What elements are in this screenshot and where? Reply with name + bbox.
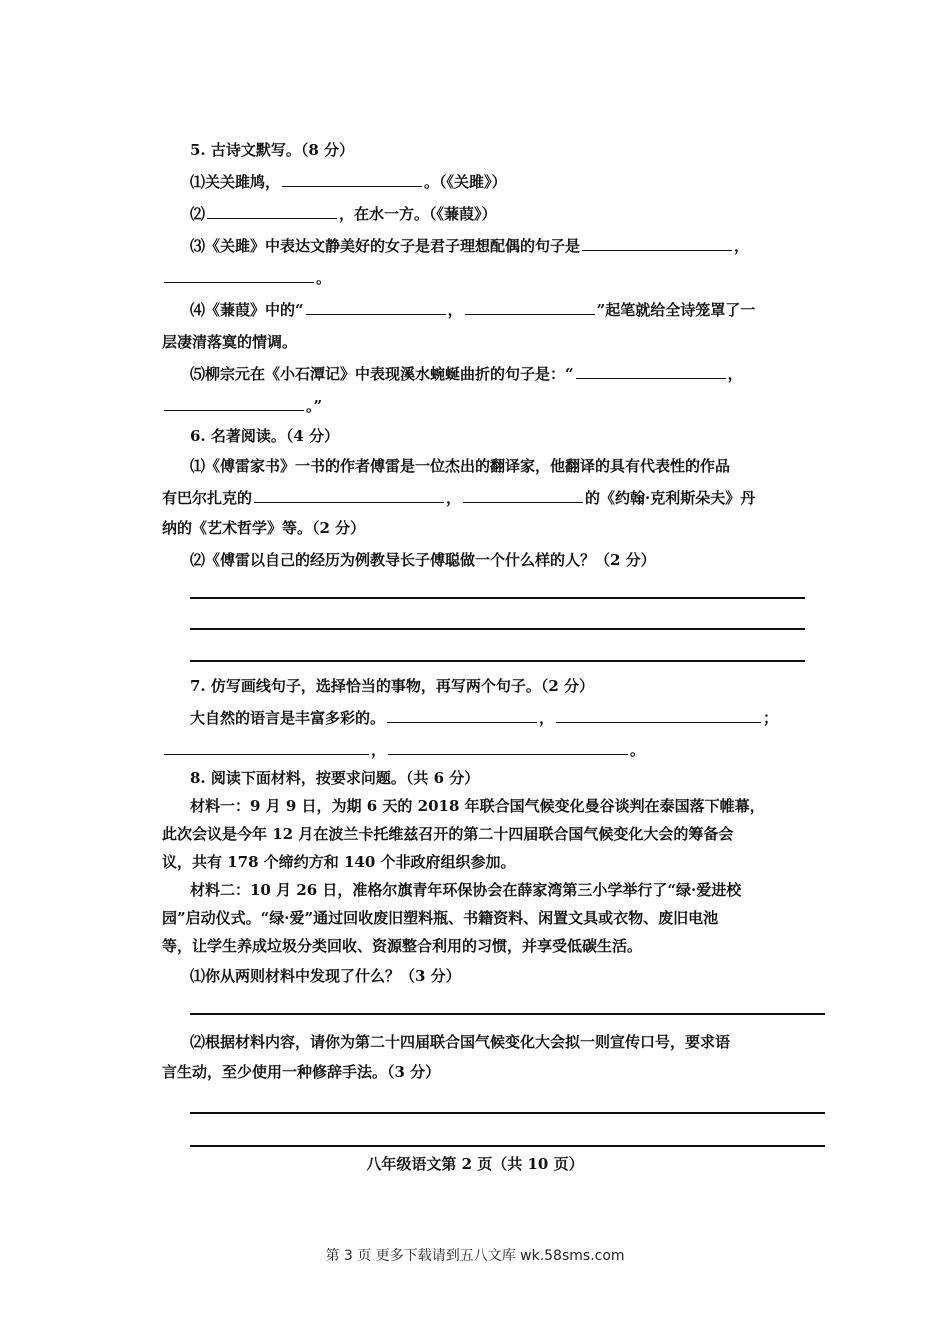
answer-blank[interactable] <box>254 488 444 503</box>
answer-line[interactable] <box>190 660 805 662</box>
q5-line3 <box>190 236 749 256</box>
q5-line4-comma: ， <box>447 301 463 319</box>
q6-p1-line2 <box>162 488 755 508</box>
q5-line2 <box>190 204 497 224</box>
answer-blank[interactable] <box>164 396 304 411</box>
q6-p1-text2: 的《约翰·克利斯朵夫》丹 <box>585 489 756 507</box>
q6-p2: ⑵《傅雷以自己的经历为例教导长子傅聪做一个什么样的人？（2 分） <box>190 551 656 569</box>
answer-line[interactable] <box>190 597 805 599</box>
q8-m1-line2: 此次会议是今年 12 月在波兰卡托维兹召开的第二十四届联合国气候变化大会的筹备会 <box>162 825 734 843</box>
answer-line[interactable] <box>190 1145 825 1147</box>
answer-blank[interactable] <box>465 300 595 315</box>
q5-line4-text2: ”起笔就给全诗笼罩了一 <box>596 301 756 319</box>
q6-p1-line3: 纳的《艺术哲学》等。（2 分） <box>162 519 366 537</box>
q5-line4-text: ⑷《蒹葭》中的“ <box>190 301 304 319</box>
q7-line2 <box>162 740 645 760</box>
q8-title: 8. 阅读下面材料，按要求问题。（共 6 分） <box>190 769 480 787</box>
answer-blank[interactable] <box>582 236 732 251</box>
answer-blank[interactable] <box>576 364 726 379</box>
answer-line[interactable] <box>190 1013 825 1015</box>
answer-line[interactable] <box>190 628 805 630</box>
q8-s1: ⑴你从两则材料中发现了什么？（3 分） <box>190 967 461 985</box>
q8-m2-line2: 园”启动仪式。“绿·爱”通过回收废旧塑料瓶、书籍资料、闲置文具或衣物、废旧电池 <box>162 909 719 927</box>
q7-line2-end: 。 <box>630 741 646 759</box>
q5-line3-text: ⑶《关雎》中表达文静美好的女子是君子理想配偶的句子是 <box>190 237 581 255</box>
q5-line3b <box>162 268 331 288</box>
answer-blank[interactable] <box>463 488 583 503</box>
answer-line[interactable] <box>190 1112 825 1114</box>
q8-m2-line3: 等，让学生养成垃圾分类回收、资源整合利用的习惯，并享受低碳生活。 <box>162 937 643 955</box>
q6-p1-line1: ⑴《傅雷家书》一书的作者傅雷是一位杰出的翻译家，他翻译的具有代表性的作品 <box>190 457 731 475</box>
q8-m2-line1: 材料二：10 月 26 日，准格尔旗青年环保协会在薛家湾第三小学举行了“绿·爱进校 <box>190 881 742 899</box>
q5-line5-text: ⑸柳宗元在《小石潭记》中表现溪水蜿蜒曲折的句子是：“ <box>190 365 574 383</box>
q6-p1-comma: ， <box>446 489 462 507</box>
q5-line5b <box>162 396 322 416</box>
answer-blank[interactable] <box>207 204 337 219</box>
q6-p1-text: 有巴尔扎克的 <box>162 489 253 507</box>
q5-line4 <box>190 300 755 320</box>
q8-s2-line2: 言生动，至少使用一种修辞手法。（3 分） <box>162 1063 441 1081</box>
q8-m1-line1: 材料一：9 月 9 日，为期 6 天的 2018 年联合国气候变化曼谷谈判在泰国落下帷幕， <box>190 797 765 815</box>
answer-blank[interactable] <box>556 708 761 723</box>
download-note: 第 3 页 更多下载请到五八文库 wk.58sms.com <box>325 1248 625 1264</box>
q5-line1-source: 。（《关雎》） <box>424 173 507 191</box>
q8-s2-line1: ⑵根据材料内容，请你为第二十四届联合国气候变化大会拟一则宣传口号，要求语 <box>190 1033 731 1051</box>
q5-line3-end: ， <box>734 237 750 255</box>
q5-title: 5. 古诗文默写。（8 分） <box>190 141 355 159</box>
q7-line1-semicolon: ； <box>763 709 779 727</box>
answer-blank[interactable] <box>306 300 446 315</box>
page-footer: 八年级语文第 2 页（共 10 页） <box>366 1155 584 1173</box>
q8-m1-line3: 议，共有 178 个缔约方和 140 个非政府组织参加。 <box>162 853 516 871</box>
q5-line5 <box>190 364 743 384</box>
q5-line1 <box>190 172 507 192</box>
q7-title: 7. 仿写画线句子，选择恰当的事物，再写两个句子。（2 分） <box>190 677 595 695</box>
q5-line5-comma: ， <box>727 365 743 383</box>
answer-blank[interactable] <box>387 708 537 723</box>
q6-title: 6. 名著阅读。（4 分） <box>190 427 340 445</box>
answer-blank[interactable] <box>164 268 314 283</box>
answer-blank[interactable] <box>388 740 628 755</box>
q5-line2-text: ，在水一方。（《蒹葭》） <box>339 205 497 223</box>
answer-blank[interactable] <box>282 172 422 187</box>
q5-line2-num: ⑵ <box>190 205 206 223</box>
q7-line1-comma: ， <box>539 709 555 727</box>
q7-line1 <box>190 708 778 728</box>
q5-line4b: 层凄清落寞的情调。 <box>162 333 298 351</box>
answer-blank[interactable] <box>164 740 369 755</box>
q7-line1-text: 大自然的语言是丰富多彩的。 <box>190 709 386 727</box>
q7-line2-comma: ， <box>371 741 387 759</box>
q5-line1-text: ⑴关关雎鸠， <box>190 173 281 191</box>
q5-line5b-end: 。” <box>306 397 323 415</box>
q5-line3b-end: 。 <box>316 269 332 287</box>
